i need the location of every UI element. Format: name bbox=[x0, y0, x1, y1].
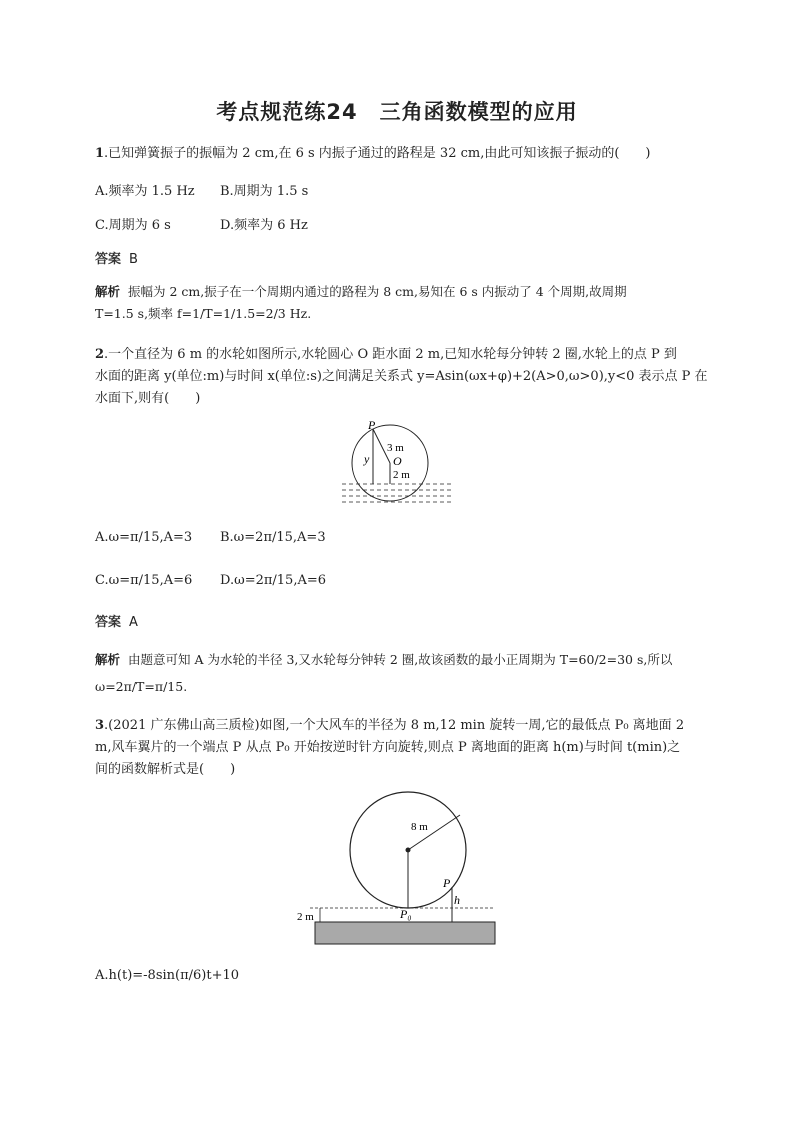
radius-label: 8 m bbox=[411, 821, 428, 833]
question-1 bbox=[95, 143, 651, 165]
q2-explanation-line2: ω=2π/T=π/15. bbox=[95, 679, 188, 694]
answer-value: A bbox=[129, 615, 138, 630]
q1-explanation-line2: T=1.5 s,频率 f=1/T=1/1.5=2/3 Hz. bbox=[95, 306, 312, 321]
answer-label: 答案 bbox=[95, 252, 122, 267]
explain-label: 解析 bbox=[95, 284, 121, 299]
question-stem-line1: .(2021 广东佛山高三质检)如图,一个大风车的半径为 8 m,12 min 旋转一周,它的最低点 P₀ 离地面 2 bbox=[104, 718, 685, 733]
water-lines bbox=[342, 484, 452, 502]
q1-option-b: B.周期为 1.5 s bbox=[220, 184, 309, 199]
answer-label: 答案 bbox=[95, 615, 122, 630]
q2-option-d: D.ω=2π/15,A=6 bbox=[220, 573, 327, 588]
question-2-line2: 水面的距离 y(单位:m)与时间 x(单位:s)之间满足关系式 y=Asin(ωx+φ)+2(A>0,ω>0),y<0 表示点 P 在 bbox=[95, 369, 708, 384]
q2-option-b: B.ω=2π/15,A=3 bbox=[220, 530, 326, 545]
question-number: 1 bbox=[95, 146, 105, 161]
depth-label: 2 m bbox=[393, 469, 410, 481]
q3-option-a: A.h(t)=-8sin(π/6)t+10 bbox=[95, 968, 240, 983]
question-2-line3: 水面下,则有( ) bbox=[95, 391, 201, 406]
q2-explanation-line1 bbox=[95, 650, 672, 668]
q2-answer bbox=[95, 611, 138, 630]
ground-block bbox=[315, 922, 495, 944]
question-stem-line1: .一个直径为 6 m 的水轮如图所示,水轮圆心 O 距水面 2 m,已知水轮每分钟转 2 圈,水轮上的点 P 到 bbox=[104, 347, 677, 362]
windmill-figure bbox=[290, 790, 510, 950]
center-o-label: O bbox=[393, 454, 402, 468]
q2-option-c: C.ω=π/15,A=6 bbox=[95, 573, 193, 588]
q1-option-c: C.周期为 6 s bbox=[95, 218, 171, 233]
y-label: y bbox=[364, 452, 370, 466]
q1-option-d: D.频率为 6 Hz bbox=[220, 218, 308, 233]
question-number: 2 bbox=[95, 347, 105, 362]
answer-value: B bbox=[129, 252, 138, 267]
water-wheel-figure bbox=[340, 415, 460, 515]
question-2 bbox=[95, 344, 677, 366]
question-3-line2: m,风车翼片的一个端点 P 从点 P₀ 开始按逆时针方向旋转,则点 P 离地面的距离 h(m)与时间 t(min)之 bbox=[95, 740, 681, 755]
q2-option-a: A.ω=π/15,A=3 bbox=[95, 530, 193, 545]
page-title: 考点规范练24 三角函数模型的应用 bbox=[216, 100, 578, 124]
q1-answer bbox=[95, 248, 138, 267]
point-p0-label: P₀ bbox=[400, 907, 412, 921]
explain-label: 解析 bbox=[95, 652, 121, 667]
question-number: 3 bbox=[95, 718, 105, 733]
radius-label: 3 m bbox=[387, 442, 404, 454]
ground-height-label: 2 m bbox=[297, 911, 314, 923]
question-3-line3: 间的函数解析式是( ) bbox=[95, 762, 236, 777]
question-stem: .已知弹簧振子的振幅为 2 cm,在 6 s 内振子通过的路程是 32 cm,由此可知该振子振动的( ) bbox=[104, 146, 651, 161]
point-p-label: P bbox=[443, 876, 451, 890]
point-p-label: P bbox=[368, 418, 376, 432]
h-label: h bbox=[454, 893, 460, 907]
question-3 bbox=[95, 715, 684, 737]
q1-explanation-line1 bbox=[95, 282, 627, 300]
explain-text: 振幅为 2 cm,振子在一个周期内通过的路程为 8 cm,易知在 6 s 内振动了 4 个周期,故周期 bbox=[128, 284, 627, 299]
q1-option-a: A.频率为 1.5 Hz bbox=[95, 184, 195, 199]
explain-text: 由题意可知 A 为水轮的半径 3,又水轮每分钟转 2 圈,故该函数的最小正周期为 T=60/2=30 s,所以 bbox=[128, 652, 673, 667]
